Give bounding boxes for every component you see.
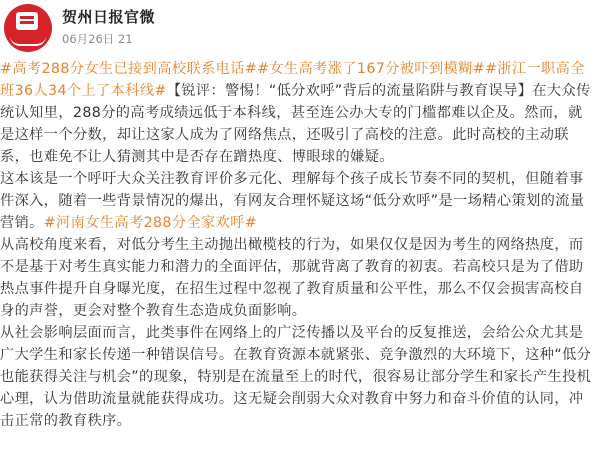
- post-header: [0, 0, 600, 58]
- newspaper-logo-icon: [16, 12, 38, 30]
- post-body: [0, 58, 596, 432]
- post-timestamp: 06月26日 21: [62, 32, 133, 46]
- hashtag-link[interactable]: #女生高考涨了167分被吓到模糊#: [257, 61, 485, 77]
- hashtag-link[interactable]: #高考288分女生已接到高校联系电话#: [0, 61, 258, 77]
- post-paragraph: 从社会影响层面而言，此类事件在网络上的广泛传播以及平台的反复推送，会给公众尤其是广大学生和家长传递一种错误信号。在教育资源本就紧张、竞争激烈的大环境下，这种“低分也能获得关注与机会”的现象，特别是在流量至上的时代，很容易让部分学生和家长产生投机心理，认为借助流量就能获得成功。这无疑会削弱大众对教育中努力和奋斗价值的认同，冲击正常的教育秩序。: [0, 325, 592, 429]
- account-avatar[interactable]: [4, 4, 52, 52]
- post-paragraph-intro: [0, 58, 596, 168]
- account-name[interactable]: 贺州日报官微: [62, 8, 156, 26]
- hashtag-link[interactable]: #河南女生高考288分全家欢呼#: [43, 215, 258, 231]
- post-paragraph: [0, 168, 596, 234]
- post-text: 【锐评：警惕！“低分欢呼”背后的流量陷阱与教育误导】在大众传统认知里，288分的高考成绩远低于本科线，甚至连公办大专的门槛都难以企及。然而，就是这样一个分数，却让这家人成为了网络焦点，还吸引了高校的注意。此时高校的主动联系，也难免不让人猜测其中是否存在蹭热度、博眼球的嫌疑。: [0, 83, 591, 165]
- avatar-script-decoration: [10, 36, 46, 46]
- post-text: 这本该是一个呼吁大众关注教育评价多元化、理解每个孩子成长节奏不同的契机，但随着事件深入，随着一些背景情况的爆出，有网友合理怀疑这场“低分欢呼”是一场精心策划的流量营销。: [0, 171, 585, 231]
- post-paragraph: 从高校角度来看，对低分考生主动抛出橄榄枝的行为，如果仅仅是因为考生的网络热度，而不是基于对考生真实能力和潜力的全面评估，那就背离了教育的初衷。若高校只是为了借助热点事件提升自身曝光度，在招生过程中忽视了教育质量和公平性，那么不仅会损害高校自身的声誉，更会对整个教育生态造成负面影响。: [0, 237, 584, 319]
- hashtag-link[interactable]: #浙江一职高全班36人34个上了本科线#: [0, 61, 585, 99]
